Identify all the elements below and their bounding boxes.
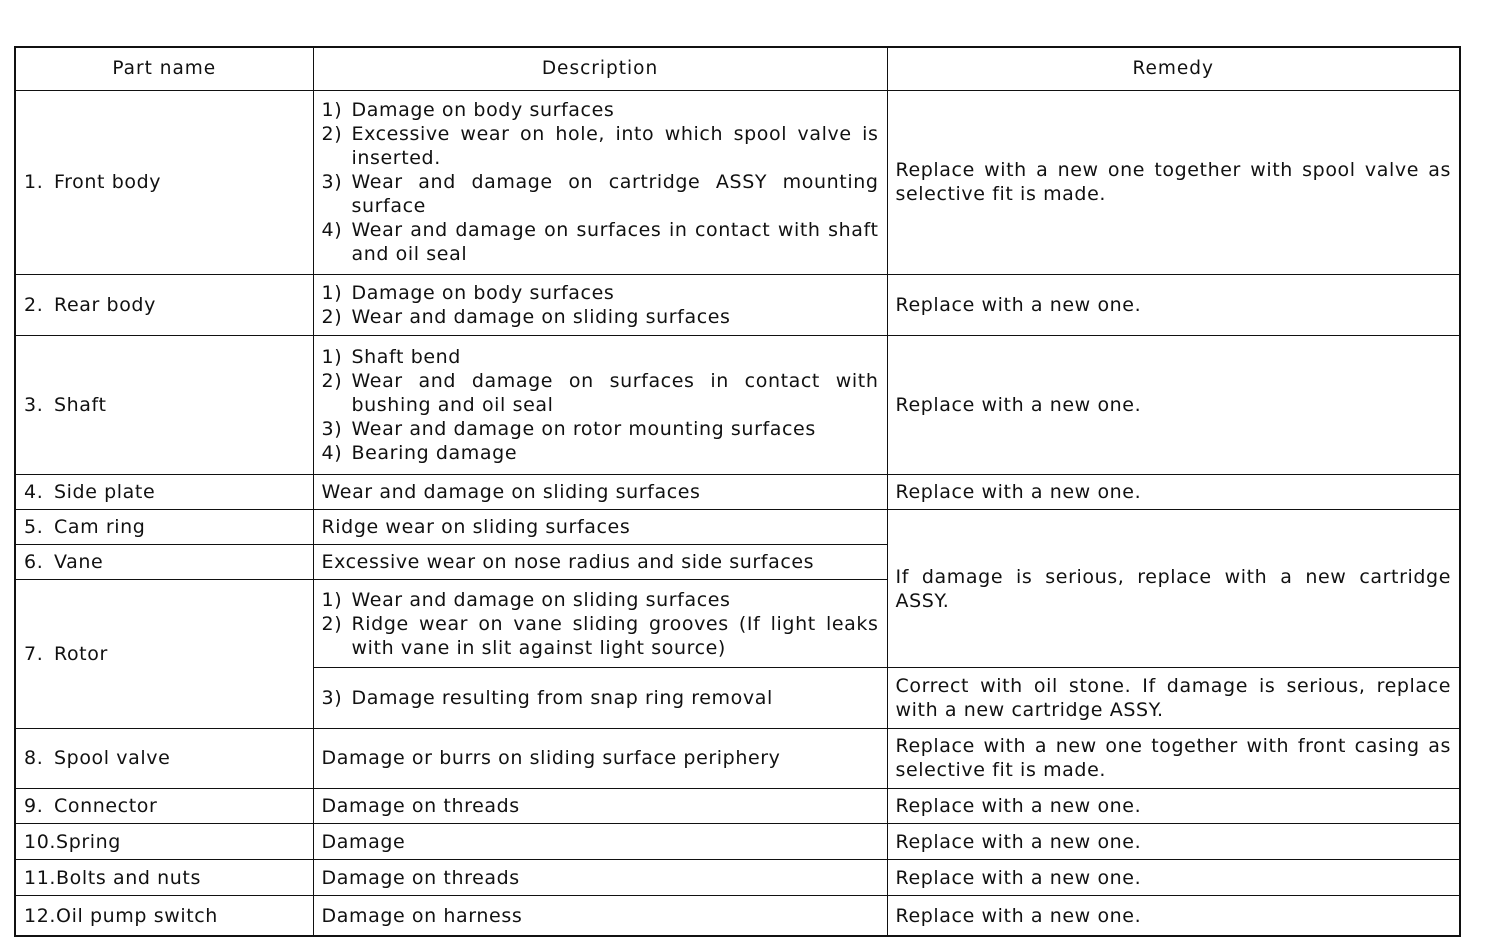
part-name: Spool valve: [54, 747, 171, 770]
part-cell: [15, 274, 313, 335]
item-text: Damage resulting from snap ring removal: [351, 686, 773, 709]
part-name: Spring: [56, 830, 121, 853]
part-number: 2.: [24, 293, 44, 316]
part-name: Rear body: [54, 293, 156, 316]
item-number: 1): [321, 99, 343, 122]
item-number: 1): [321, 588, 343, 611]
part-cell: [15, 896, 313, 936]
header-part-name: Part name: [15, 47, 313, 91]
part-number: 8.: [24, 747, 44, 770]
item-number: 3): [321, 417, 343, 440]
part-name: Connector: [54, 794, 158, 817]
item-number: 2): [321, 305, 343, 328]
description-cell: Damage on threads: [313, 860, 887, 896]
item-number: 2): [321, 612, 343, 635]
inspection-table: [14, 46, 1461, 937]
part-number: 12.: [24, 904, 57, 927]
part-name: Bolts and nuts: [56, 866, 201, 889]
part-cell: [15, 474, 313, 509]
part-cell: [15, 728, 313, 788]
table-row: [15, 336, 1460, 475]
item-number: 4): [321, 441, 343, 464]
part-cell: [15, 336, 313, 475]
part-cell: [15, 788, 313, 823]
part-number: 11.: [24, 866, 57, 889]
remedy-cell: Replace with a new one.: [887, 896, 1460, 936]
part-cell: [15, 823, 313, 859]
table-row: [15, 91, 1460, 275]
remedy-cell: Replace with a new one.: [887, 274, 1460, 335]
item-text: Wear and damage on sliding surfaces: [351, 588, 731, 611]
item-text: Bearing damage: [351, 441, 518, 464]
list-item: [322, 686, 879, 710]
part-name: Oil pump switch: [56, 904, 218, 927]
table-row: [15, 728, 1460, 788]
item-text: Shaft bend: [351, 345, 461, 368]
header-remedy: Remedy: [887, 47, 1460, 91]
table-row: [15, 509, 1460, 544]
part-cell: [15, 579, 313, 728]
item-text: Wear and damage on rotor mounting surfaces: [351, 417, 816, 440]
description-cell: [313, 336, 887, 475]
remedy-cell: If damage is serious, replace with a new cartridge ASSY.: [887, 509, 1460, 668]
part-name: Vane: [54, 550, 104, 573]
list-item: [322, 218, 879, 266]
part-name: Cam ring: [54, 515, 146, 538]
part-number: 1.: [24, 171, 44, 194]
part-name: Front body: [54, 171, 162, 194]
part-number: 4.: [24, 480, 44, 503]
part-name: Rotor: [54, 642, 108, 665]
item-text: Wear and damage on surfaces in contact with bushing and oil seal: [351, 369, 879, 416]
remedy-cell: Replace with a new one together with front casing as selective fit is made.: [887, 728, 1460, 788]
item-number: 1): [321, 345, 343, 368]
item-text: Ridge wear on vane sliding grooves (If light leaks with vane in slit against light source): [351, 612, 879, 659]
list-item: [322, 122, 879, 170]
part-cell: [15, 91, 313, 275]
header-description: Description: [313, 47, 887, 91]
description-cell: [313, 274, 887, 335]
part-number: 5.: [24, 515, 44, 538]
remedy-cell: Replace with a new one.: [887, 336, 1460, 475]
list-item: [322, 612, 879, 660]
part-cell: [15, 509, 313, 544]
item-text: Excessive wear on hole, into which spool valve is inserted.: [351, 123, 879, 170]
list-item: [322, 281, 879, 305]
table-row: [15, 860, 1460, 896]
list-item: [322, 98, 879, 122]
item-text: Wear and damage on sliding surfaces: [351, 305, 731, 328]
table-row: [15, 823, 1460, 859]
table-row: [15, 274, 1460, 335]
item-number: 1): [321, 281, 343, 304]
description-cell: Damage on harness: [313, 896, 887, 936]
remedy-cell: Correct with oil stone. If damage is serious, replace with a new cartridge ASSY.: [887, 668, 1460, 728]
description-cell: [313, 668, 887, 728]
item-text: Wear and damage on cartridge ASSY mounting surface: [351, 171, 879, 218]
part-number: 6.: [24, 550, 44, 573]
item-number: 3): [321, 171, 343, 194]
table-row: [15, 788, 1460, 823]
part-number: 9.: [24, 794, 44, 817]
part-name: Side plate: [54, 480, 156, 503]
part-number: 10.: [24, 830, 57, 853]
part-cell: [15, 544, 313, 579]
list-item: [322, 345, 879, 369]
part-number: 3.: [24, 393, 44, 416]
item-number: 2): [321, 369, 343, 392]
remedy-cell: Replace with a new one.: [887, 788, 1460, 823]
list-item: [322, 441, 879, 465]
remedy-cell: Replace with a new one.: [887, 474, 1460, 509]
description-cell: Excessive wear on nose radius and side surfaces: [313, 544, 887, 579]
part-name: Shaft: [54, 393, 107, 416]
item-text: Damage on body surfaces: [351, 99, 615, 122]
item-text: Wear and damage on surfaces in contact with shaft and oil seal: [351, 219, 879, 266]
description-cell: [313, 91, 887, 275]
item-number: 4): [321, 219, 343, 242]
remedy-cell: Replace with a new one together with spool valve as selective fit is made.: [887, 91, 1460, 275]
list-item: [322, 369, 879, 417]
description-cell: Damage or burrs on sliding surface periphery: [313, 728, 887, 788]
part-cell: [15, 860, 313, 896]
remedy-cell: Replace with a new one.: [887, 823, 1460, 859]
list-item: [322, 170, 879, 218]
list-item: [322, 305, 879, 329]
list-item: [322, 417, 879, 441]
description-cell: Damage: [313, 823, 887, 859]
header-row: [15, 47, 1460, 91]
table-row: [15, 474, 1460, 509]
table-row: [15, 896, 1460, 936]
description-cell: Wear and damage on sliding surfaces: [313, 474, 887, 509]
part-number: 7.: [24, 642, 44, 665]
list-item: [322, 588, 879, 612]
description-cell: Ridge wear on sliding surfaces: [313, 509, 887, 544]
description-cell: Damage on threads: [313, 788, 887, 823]
description-cell: [313, 579, 887, 667]
item-text: Damage on body surfaces: [351, 281, 615, 304]
remedy-cell: Replace with a new one.: [887, 860, 1460, 896]
item-number: 3): [321, 686, 343, 709]
item-number: 2): [321, 123, 343, 146]
